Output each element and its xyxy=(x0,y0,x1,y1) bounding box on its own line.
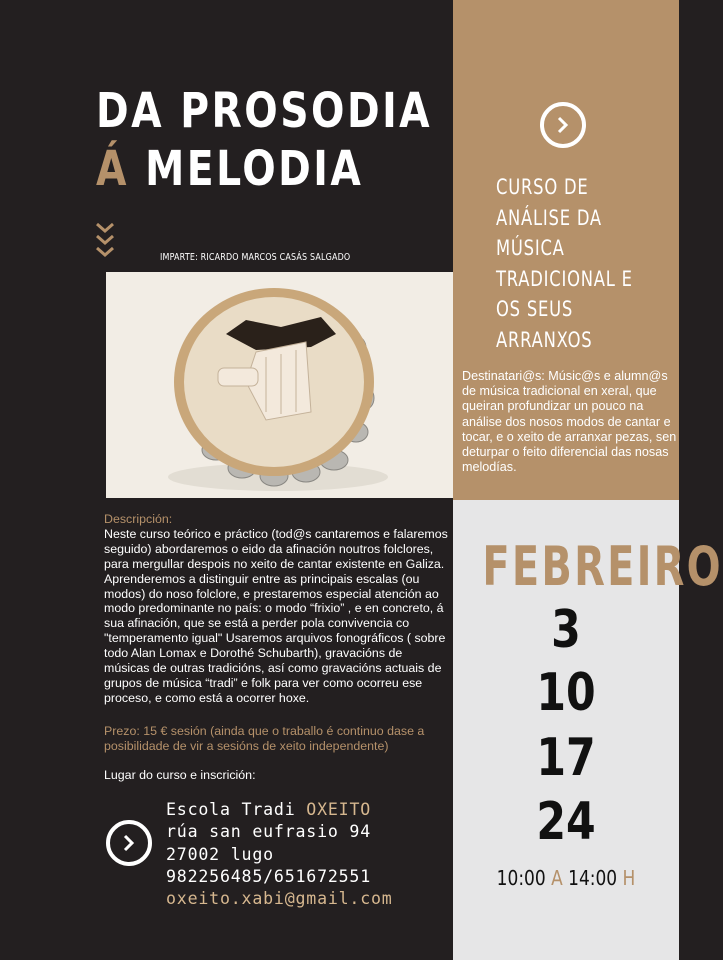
description-text: Neste curso teórico e práctico (tod@s cantaremos e falaremos seguido) abordaremos o eido da afinación noutros folclores, para mergullar despois no xeito de cantar existente en Galiza. Aprenderemos a distinguir entre as principais escalas (ou modos) do noso folclore, e prestaremos especial atención ao modo predominante no país: o modo “frixio” , e en concreto, á sua afinación, que se está a perder pola convivencia co "temperamento igual" Usaremos arquivos fonográficos ( sobre todo Alan Lomax e Dorothé Schubarth), gravacións de músicas de outras tradicións, así como gravacións actuais de grupos de música “tradi” e folk para ver como ocorreu ese proceso, e como está a ocorrer hoxe. xyxy=(104,526,448,705)
course-title-line: MÚSICA xyxy=(496,236,565,260)
course-title xyxy=(496,172,633,355)
hours-separator: A xyxy=(551,866,563,890)
venue-name-accent: OXEITO xyxy=(306,800,372,819)
title-line-2-rest: MELODIA xyxy=(128,141,364,197)
title-line-1: DA PROSODIA xyxy=(96,83,433,139)
title-accent: Á xyxy=(96,141,129,197)
date-day: 17 xyxy=(536,728,596,788)
venue-name-text: Escola Tradi xyxy=(166,800,307,819)
course-title-line: TRADICIONAL E xyxy=(496,266,633,291)
tambourine-photo xyxy=(106,272,453,498)
arrow-right-circle-icon xyxy=(540,102,586,148)
poster-title xyxy=(96,82,432,198)
venue-email: oxeito.xabi@gmail.com xyxy=(166,889,393,909)
venue-name xyxy=(166,799,393,821)
date-day: 24 xyxy=(536,792,596,852)
venue-phones: 982256485/651672551 xyxy=(166,866,372,886)
arrow-right-circle-icon xyxy=(106,820,152,866)
course-title-line: CURSO DE xyxy=(496,175,589,199)
date-day: 3 xyxy=(551,600,581,660)
description-block xyxy=(104,512,449,706)
chevron-down-triple-icon xyxy=(96,222,114,260)
price-text: Prezo: 15 € sesión (ainda que o traballo é continuo dase a posibilidade de vir a sesións de xeito independente) xyxy=(104,724,425,753)
venue-city: 27002 lugo xyxy=(166,844,274,864)
description-label: Descripción: xyxy=(104,512,173,526)
place-label: Lugar do curso e inscrición: xyxy=(104,768,256,782)
audience-text: Destinatari@s: Músic@s e alumn@s de música tradicional en xeral, que queiran profundizar un pouco na análise dos nosos modos de cantar e tocar, e o xeito de arranxar pezas, sen deturpar o feito diferencial das nosas melodías. xyxy=(462,369,677,475)
venue-street: rúa san eufrasio 94 xyxy=(166,822,372,842)
course-title-line: ARRANXOS xyxy=(496,327,593,352)
date-day: 10 xyxy=(536,663,596,723)
hours-unit: H xyxy=(622,866,636,890)
course-title-line: OS SEUS xyxy=(496,297,574,321)
hours-end: 14:00 xyxy=(568,866,618,890)
month-label: FEBREIRO xyxy=(482,535,723,598)
instructor-line: IMPARTE: RICARDO MARCOS CASÁS SALGADO xyxy=(160,252,351,263)
venue-block xyxy=(166,799,393,910)
title-line-2 xyxy=(96,140,432,198)
hours-start: 10:00 xyxy=(496,866,546,890)
hours-line xyxy=(470,866,662,890)
course-title-line: ANÁLISE DA xyxy=(496,205,602,230)
